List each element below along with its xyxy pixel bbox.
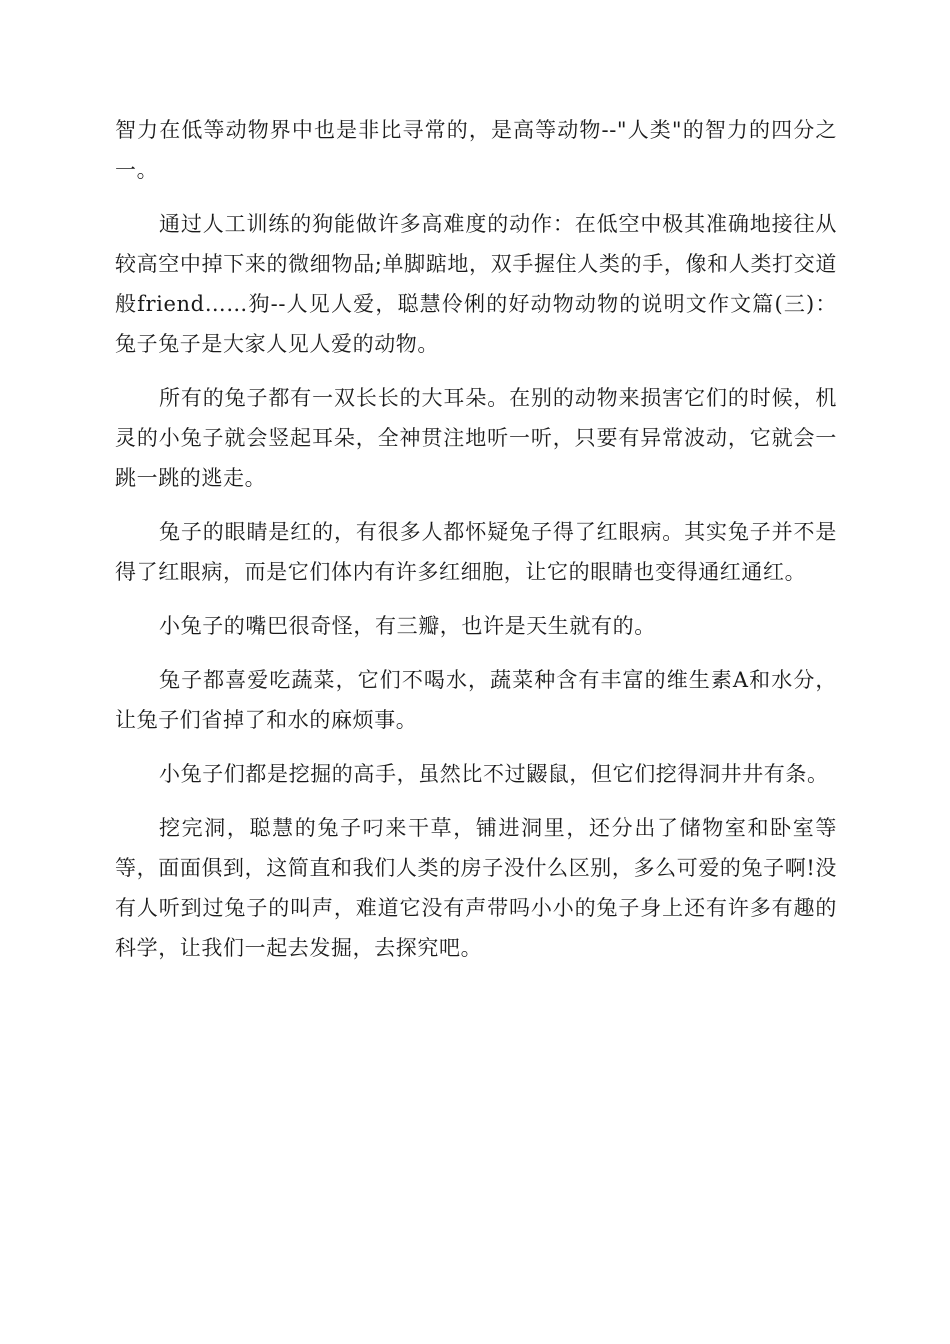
- paragraph: 小兔子的嘴巴很奇怪，有三瓣，也许是天生就有的。: [159, 614, 656, 638]
- document-body: [115, 110, 837, 982]
- paragraph: 智力在低等动物界中也是非比寻常的，是高等动物--"人类"的智力的四分之一。: [115, 118, 837, 182]
- paragraph: 通过人工训练的狗能做许多高难度的动作：在低空中极其准确地接往从较高空中掉下来的微细物品;单脚踮地，双手握住人类的手，像和人类打交道般friend……狗--人见人爱，聪慧伶俐的好动物动物的说明文作文篇(三)：兔子兔子是大家人见人爱的动物。: [115, 212, 837, 356]
- paragraph: 兔子的眼睛是红的，有很多人都怀疑兔子得了红眼病。其实兔子并不是得了红眼病，而是它们体内有许多红细胞，让它的眼睛也变得通红通红。: [115, 520, 837, 584]
- paragraph: 挖完洞，聪慧的兔子叼来干草，铺进洞里，还分出了储物室和卧室等等，面面俱到，这简直和我们人类的房子没什么区别，多么可爱的兔子啊!没有人听到过兔子的叫声，难道它没有声带吗小小的兔子身上还有许多有趣的科学，让我们一起去发掘，去探究吧。: [115, 816, 837, 960]
- paragraph: 所有的兔子都有一双长长的大耳朵。在别的动物来损害它们的时候，机灵的小兔子就会竖起耳朵，全神贯注地听一听，只要有异常波动，它就会一跳一跳的逃走。: [115, 386, 837, 490]
- paragraph: 小兔子们都是挖掘的高手，虽然比不过鼹鼠，但它们挖得洞井井有条。: [159, 762, 829, 786]
- paragraph: 兔子都喜爱吃蔬菜，它们不喝水，蔬菜种含有丰富的维生素A和水分，让兔子们省掉了和水的麻烦事。: [115, 668, 837, 732]
